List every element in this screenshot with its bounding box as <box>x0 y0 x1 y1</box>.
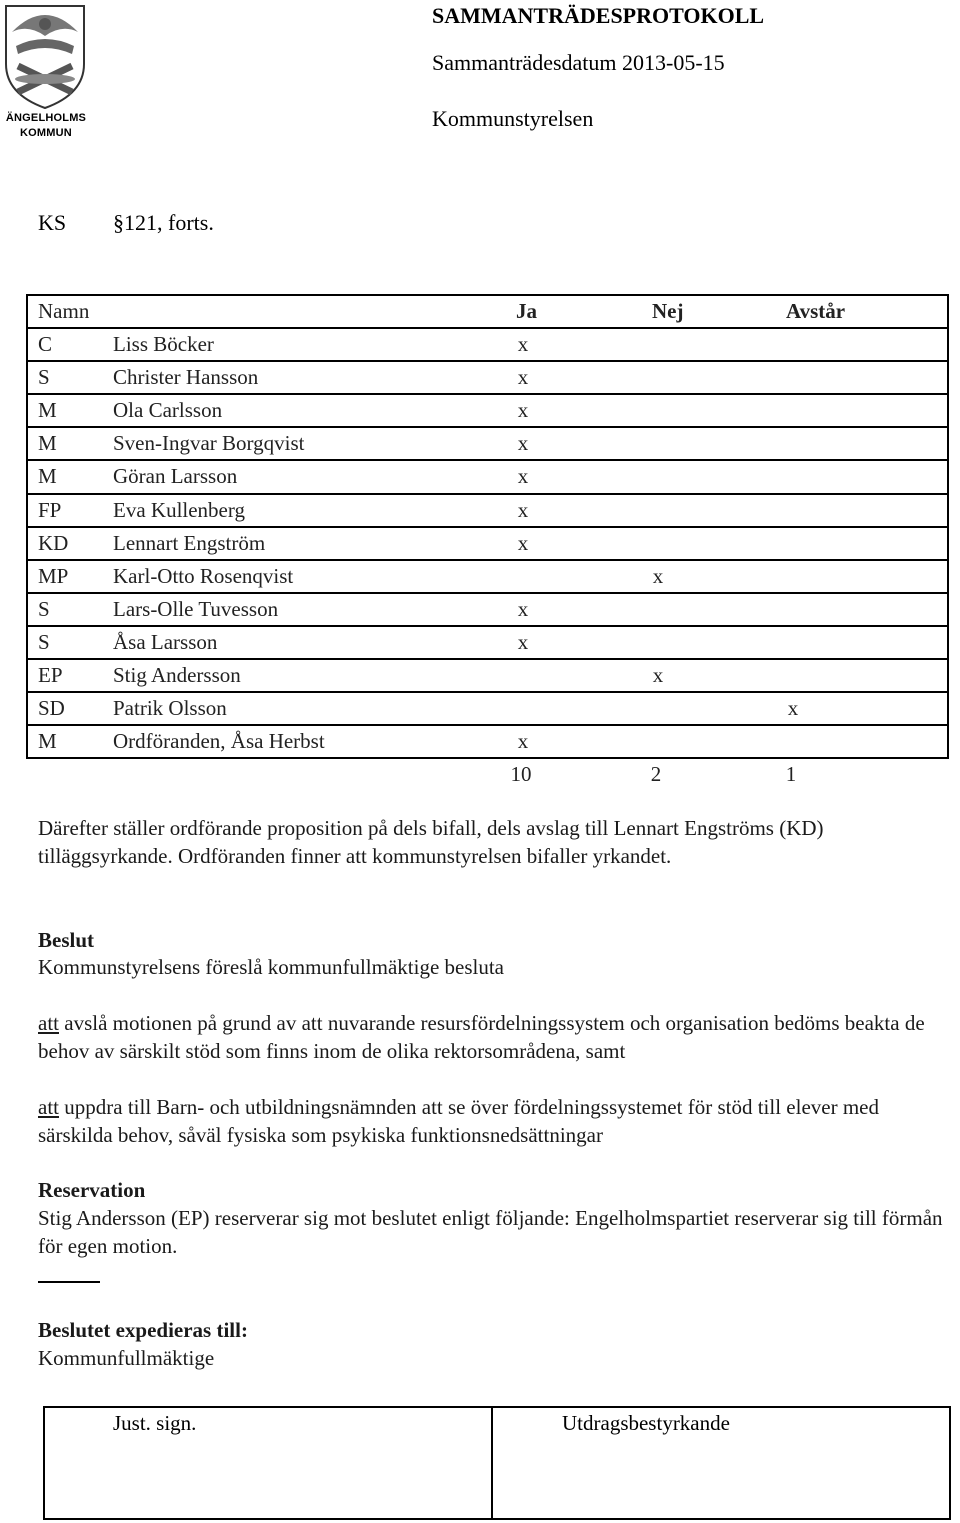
vote-row <box>26 360 949 393</box>
party-code: M <box>38 398 57 423</box>
member-name: Stig Andersson <box>113 663 241 688</box>
vote-row <box>26 724 949 757</box>
vote-row <box>26 426 949 459</box>
vote-ja: x <box>517 464 529 489</box>
total-nej: 2 <box>650 762 662 787</box>
total-avstar: 1 <box>785 762 797 787</box>
dispatch-recipient: Kommunfullmäktige <box>38 1346 215 1370</box>
att-keyword: att <box>38 1011 59 1035</box>
party-code: S <box>38 365 50 390</box>
member-name: Sven-Ingvar Borgqvist <box>113 431 305 456</box>
vote-avstar: x <box>787 696 799 721</box>
vote-ja: x <box>517 596 529 621</box>
proposition-text: Därefter ställer ordförande proposition på dels bifall, dels avslag till Lennart Engströms (KD) tilläggsyrkande. Ordföranden finner att kommunstyrelsen bifaller yrkandet. <box>38 816 824 868</box>
vote-ja: x <box>517 729 529 754</box>
header-name: Namn <box>38 299 90 323</box>
member-name: Åsa Larsson <box>113 629 218 654</box>
vote-ja: x <box>517 530 529 555</box>
paragraph-number: §121, forts. <box>113 210 214 235</box>
vote-ja: x <box>517 365 529 390</box>
vote-ja: x <box>517 629 529 654</box>
vote-row <box>26 459 949 492</box>
member-name: Lars-Olle Tuvesson <box>113 596 279 621</box>
member-name: Karl-Otto Rosenqvist <box>113 563 294 588</box>
vote-table <box>26 294 949 790</box>
coat-of-arms-icon <box>2 2 88 112</box>
header-nej: Nej <box>652 299 684 323</box>
document-title: SAMMANTRÄDESPROTOKOLL <box>432 3 765 28</box>
reservation-text: Stig Andersson (EP) reserverar sig mot beslutet enligt följande: Engelholmspartiet reserverar sig till förmån för egen motion. <box>38 1206 943 1258</box>
party-code: EP <box>38 663 63 688</box>
header-avstar: Avstår <box>786 299 846 323</box>
reservation-heading: Reservation <box>38 1178 146 1202</box>
header-ja: Ja <box>516 299 537 323</box>
reference-prefix: KS <box>38 210 67 235</box>
paragraph-reference <box>38 210 214 236</box>
municipality-logo <box>0 0 92 142</box>
vote-totals-row <box>26 757 949 790</box>
party-code: FP <box>38 497 62 522</box>
just-sign-label: Just. sign. <box>113 1411 197 1435</box>
vote-ja: x <box>517 497 529 522</box>
att-keyword: att <box>38 1095 59 1119</box>
signature-box <box>43 1406 951 1520</box>
signature-divider <box>491 1408 493 1518</box>
meeting-date: Sammanträdesdatum 2013-05-15 <box>432 50 725 75</box>
party-code: M <box>38 729 57 754</box>
party-code: S <box>38 596 50 621</box>
extract-label: Utdragsbestyrkande <box>562 1411 730 1435</box>
vote-row <box>26 559 949 592</box>
decision-item-1 <box>38 1009 943 1065</box>
party-code: C <box>38 332 53 357</box>
vote-row <box>26 327 949 360</box>
paragraph-text: 121, forts. <box>124 210 214 235</box>
vote-row <box>26 625 949 658</box>
member-name: Eva Kullenberg <box>113 497 245 522</box>
decision-item-text: avslå motionen på grund av att nuvarande resursfördelningssystem och organisation bedöms beakta de behov av särskilt stöd som finns inom de olika rektorsområdena, samt <box>38 1011 925 1063</box>
member-name: Lennart Engström <box>113 530 266 555</box>
vote-row <box>26 393 949 426</box>
decision-heading: Beslut <box>38 928 95 952</box>
member-name: Ordföranden, Åsa Herbst <box>113 729 325 754</box>
vote-ja: x <box>517 431 529 456</box>
dispatch-heading: Beslutet expedieras till: <box>38 1318 248 1342</box>
vote-nej: x <box>652 663 664 688</box>
member-name: Patrik Olsson <box>113 696 227 721</box>
vote-table-header <box>26 294 949 327</box>
decision-item-2 <box>38 1093 943 1149</box>
organ-name: Kommunstyrelsen <box>432 106 594 131</box>
party-code: SD <box>38 696 65 721</box>
vote-ja: x <box>517 332 529 357</box>
decision-item-text: uppdra till Barn- och utbildningsnämnden att se över fördelningssystemet för stöd till elever med särskilda behov, såväl fysiska som psykiska funktionsnedsättningar <box>38 1095 879 1147</box>
member-name: Göran Larsson <box>113 464 238 489</box>
vote-row <box>26 592 949 625</box>
party-code: M <box>38 464 57 489</box>
logo-name-line1: ÄNGELHOLMS <box>5 112 87 124</box>
party-code: M <box>38 431 57 456</box>
logo-name-line2: KOMMUN <box>20 127 72 139</box>
vote-nej: x <box>652 563 664 588</box>
member-name: Liss Böcker <box>113 332 214 357</box>
vote-row <box>26 526 949 559</box>
member-name: Ola Carlsson <box>113 398 223 423</box>
vote-row <box>26 691 949 724</box>
party-code: MP <box>38 563 69 588</box>
party-code: KD <box>38 530 69 555</box>
vote-ja: x <box>517 398 529 423</box>
vote-row <box>26 658 949 691</box>
party-code: S <box>38 629 50 654</box>
separator-line <box>38 1281 100 1283</box>
total-ja: 10 <box>510 762 532 787</box>
vote-row <box>26 493 949 526</box>
member-name: Christer Hansson <box>113 365 259 390</box>
decision-intro: Kommunstyrelsens föreslå kommunfullmäktige besluta <box>38 955 504 979</box>
